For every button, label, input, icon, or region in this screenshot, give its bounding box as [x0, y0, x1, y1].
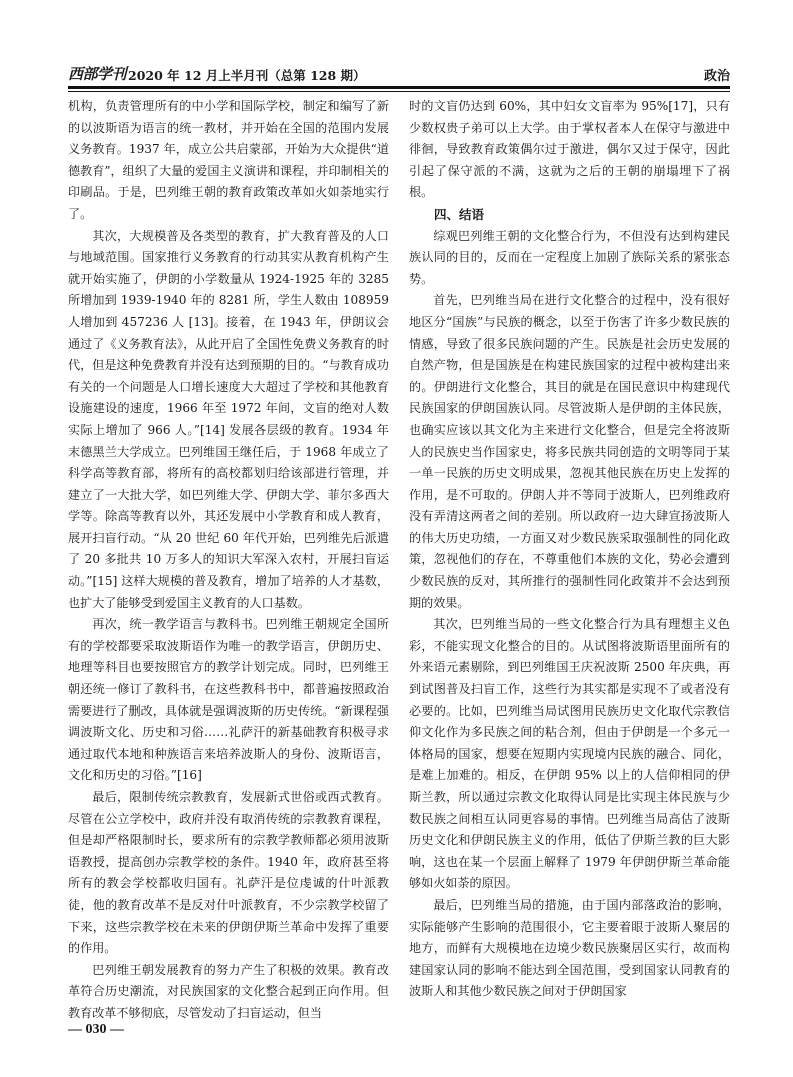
paragraph: 再次，统一教学语言与教科书。巴列维王朝规定全国所有的学校都要采取波斯语作为唯一的教学语言，伊朗历史、地理等科目也要按照官方的教学计划完成。同时，巴列维王朝还统一修订了教科书，在这些教科书中，都普遍按照政治需要进行了删改，具体就是强调波斯的历史传统。“新课程强调波斯文化、历史和习俗……礼萨汗的新基础教育积极寻求通过取代本地和种族语言来培养波斯人的身份、波斯语言，文化和历史的习俗。”[16] [68, 617, 389, 783]
paragraph: 巴列维王朝发展教育的努力产生了积极的效果。教育改革符合历史潮流，对民族国家的文化整合起到正向作用。但教育改革不够彻底，尽管发动了扫盲运动，但当 [68, 962, 389, 1020]
paragraph: 最后，限制传统宗教教育，发展新式世俗或西式教育。尽管在公立学校中，政府并没有取消传统的宗教教育课程，但是却严格限制时长，要求所有的宗教学教师都必须用波斯语教授，提高创办宗教学校的条件。1940 年，政府甚至将所有的教会学校都收归国有。礼萨汗是位虔诚的什叶派教徒，他的教育改革不是反对什叶派教育，不少宗教学校留了下来，这些宗教学校在未来的伊朗伊斯兰革命中发挥了重要的作用。 [68, 790, 389, 956]
journal-info [68, 63, 366, 84]
right-column [409, 96, 730, 1036]
page-number: — 030 — [68, 1022, 124, 1037]
page-header [68, 60, 730, 84]
section-label: 政治 [703, 69, 730, 84]
paragraph: 其次，巴列维当局的一些文化整合行为具有理想主义色彩，不能实现文化整合的目的。从试图将波斯语里面所有的外来语元素剔除，到巴列维国王庆祝波斯 2500 年庆典，再到试图普及扫盲工作，这些行为其实都是实现不了或者没有必要的。比如，巴列维当局试图用民族历史文化取代宗教信仰文化作为多民族之间的粘合剂，但由于伊朗是一个多元一体格局的国家，想要在短期内实现境内民族的融合、同化，是难上加难的。相反，在伊朗 95% 以上的人信仰相同的伊斯兰教，所以通过宗教文化取得认同是比实现主体民族与少数民族之间相互认同更容易的事情。巴列维当局高估了波斯历史文化和伊朗民族主义的作用，低估了伊斯兰教的巨大影响，这也在某一个层面上解释了 1979 年伊朗伊斯兰革命能够如火如荼的原因。 [409, 617, 730, 891]
journal-logo: 西部学刊 [68, 65, 127, 83]
paragraph: 首先，巴列维当局在进行文化整合的过程中，没有很好地区分“国族”与民族的概念，以至于伤害了许多少数民族的情感，导致了很多民族问题的产生。民族是社会历史发展的自然产物，但是国族是在构建民族国家的过程中被构建出来的。伊朗进行文化整合，其目的就是在国民意识中构建现代民族国家的伊朗国族认同。尽管波斯人是伊朗的主体民族，也确实应该以其文化为主来进行文化整合，但是完全将波斯人的民族史当作国家史，将多民族共同创造的文明等同于某一单一民族的历史文明成果，忽视其他民族在历史上发挥的作用，是不可取的。伊朗人并不等同于波斯人，巴列维政府没有弄清这两者之间的差别。所以政府一边大肆宣扬波斯人的伟大历史功绩，一方面又对少数民族采取强制性的同化政策，忽视他们的存在，不尊重他们本族的文化，势必会遭到少数民族的反对，其所推行的强制性同化政策并不会达到预期的效果。 [409, 293, 730, 610]
paragraph: 最后，巴列维当局的措施，由于国内部落政治的影响，实际能够产生影响的范围很小，它主要着眼于波斯人聚居的地方，而鲜有大规模地在边境少数民族聚居区实行，故而构建国家认同的影响不能达到全国范围，受到国家认同教育的波斯人和其他少数民族之间对于伊朗国家 [409, 897, 730, 999]
header-rule-thin [68, 91, 730, 92]
paragraph: 机构，负责管理所有的中小学和国际学校，制定和编写了新的以波斯语为语言的统一教材，并开始在全国的范围内发展义务教育。1937 年，成立公共启蒙部，开始为大众提供“道德教育”，组织了大量的爱国主义演讲和课程，并印制相关的印刷品。于是，巴列维王朝的教育政策改革如火如荼地实行了。 [68, 99, 389, 221]
paragraph: 综观巴列维王朝的文化整合行为，不但没有达到构建民族认同的目的，反而在一定程度上加剧了族际关系的紧张态势。 [409, 228, 730, 286]
section-heading: 四、结语 [434, 206, 485, 222]
paragraph: 其次，大规模普及各类型的教育，扩大教育普及的人口与地域范围。国家推行义务教育的行动其实从教育机构产生就开始实施了，伊朗的小学数量从 1924-1925 年的 3285 所增加到 1939-1940 年的 8281 所，学生人数由 108959 人增加到 457236 人 [13]。接着，在 1943 年，伊朗议会通过了《义务教育法》，从此开启了全国性免费义务教育的时代，但是这种免费教育并没有达到预期的目的。“与教育成功有关的一个问题是人口增长速度大大超过了学校和其他教育设施建设的速度，1966 年至 1972 年间，文盲的绝对人数实际上增加了 966 人。”[14] 发展各层级的教育。1934 年末德黑兰大学成立。巴列维国王继任后，于 1968 年成立了科学高等教育部，将所有的高校都划归给该部进行管理，并建立了一大批大学，如巴列维大学、伊朗大学、菲尔多西大学等。除高等教育以外，其还发展中小学教育和成人教育，展开扫盲行动。“从 20 世纪 60 年代开始，巴列维先后派遣了 20 多批共 10 万多人的知识大军深入农村，开展扫盲运动。”[15] 这样大规模的普及教育，增加了培养的人才基数，也扩大了能够受到爱国主义教育的人口基数。 [68, 228, 389, 610]
paragraph: 时的文盲仍达到 60%，其中妇女文盲率为 95%[17]，只有少数权贵子弟可以上大学。由于掌权者本人在保守与激进中徘徊，导致教育政策偶尔过于激进，偶尔又过于保守，因此引起了保守派的不满，这就为之后的王朝的崩塌埋下了祸根。 [409, 99, 730, 200]
left-column [68, 96, 389, 1036]
issue-info: 2020 年 12 月上半月刊（总第 128 期） [128, 68, 366, 83]
header-rule [68, 86, 730, 89]
